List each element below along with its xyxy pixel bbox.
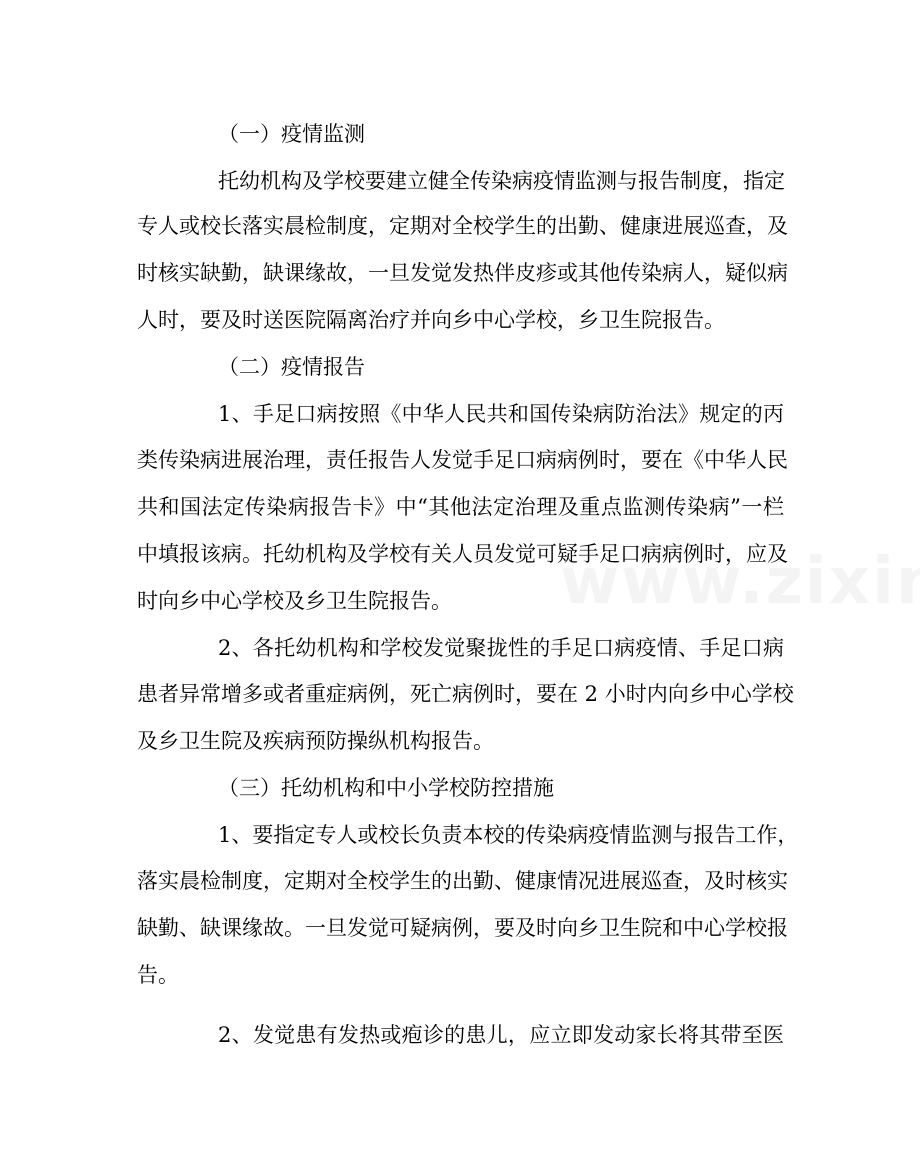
paragraph-line: 告。	[137, 963, 179, 987]
paragraph-line: 专人或校长落实晨检制度，定期对全校学生的出勤、健康进展巡查，及	[137, 214, 788, 238]
section-heading-2: （二）疫情报告	[218, 355, 365, 379]
paragraph-line: 共和国法定传染病报告卡》中“其他法定治理及重点监测传染病”一栏	[137, 495, 784, 519]
paragraph-line: 落实晨检制度，定期对全校学生的出勤、健康情况进展巡查，及时核实	[137, 869, 788, 893]
section-heading-1: （一）疫情监测	[218, 122, 365, 146]
paragraph-line: 患者异常增多或者重症病例，死亡病例时，要在 2 小时内向乡中心学校	[137, 682, 794, 706]
paragraph-line: 及乡卫生院及疾病预防操纵机构报告。	[137, 729, 494, 753]
paragraph-line: 托幼机构及学校要建立健全传染病疫情监测与报告制度，指定	[218, 169, 785, 193]
section-heading-3: （三）托幼机构和中小学校防控措施	[218, 776, 554, 800]
paragraph-line: 缺勤、缺课缘故。一旦发觉可疑病例，要及时向乡卫生院和中心学校报	[137, 916, 788, 940]
paragraph-line: 1、要指定专人或校长负责本校的传染病疫情监测与报告工作，	[218, 823, 799, 847]
paragraph-line: 2、发觉患有发热或疱诊的患儿，应立即发动家长将其带至医	[218, 1023, 784, 1047]
paragraph-line: 2、各托幼机构和学校发觉聚拢性的手足口病疫情、手足口病	[218, 636, 784, 660]
paragraph-line: 时向乡中心学校及乡卫生院报告。	[137, 589, 452, 613]
paragraph-line: 中填报该病。托幼机构及学校有关人员发觉可疑手足口病病例时，应及	[137, 542, 788, 566]
paragraph-line: 人时，要及时送医院隔离治疗并向乡中心学校，乡卫生院报告。	[137, 308, 725, 332]
paragraph-line: 时核实缺勤，缺课缘故，一旦发觉发热伴皮疹或其他传染病人，疑似病	[137, 261, 788, 285]
paragraph-line: 类传染病进展治理，责任报告人发觉手足口病病例时，要在《中华人民	[137, 448, 788, 472]
paragraph-line: 1、手足口病按照《中华人民共和国传染病防治法》规定的丙	[218, 402, 784, 426]
